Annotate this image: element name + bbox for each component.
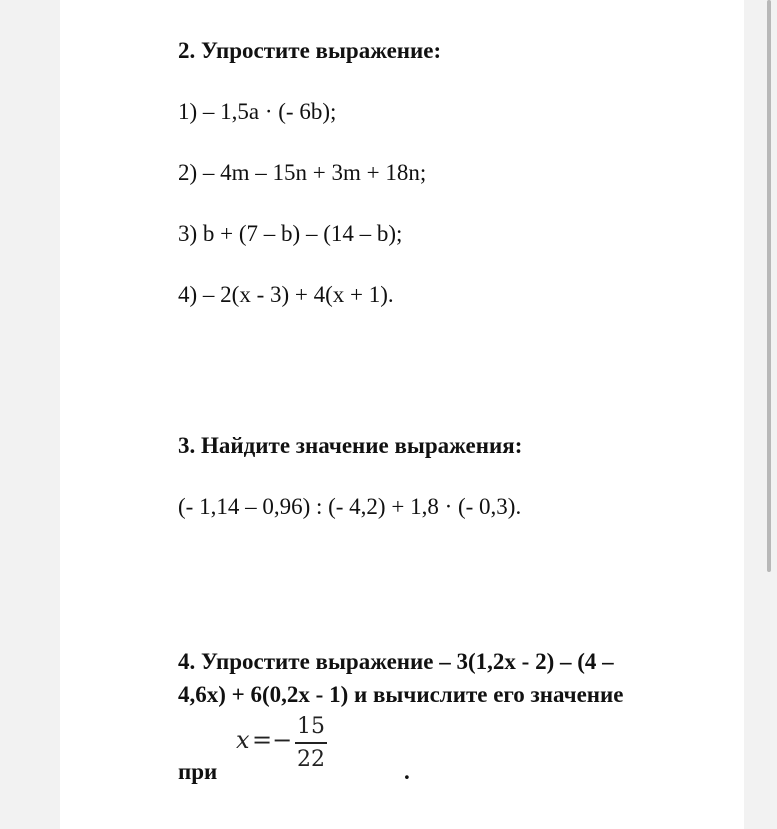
vertical-scrollbar-thumb[interactable]: [767, 0, 771, 572]
formula-fraction: [294, 712, 328, 774]
task2-item-2: 2) – 4m – 15n + 3m + 18n;: [178, 160, 427, 185]
task4-period: .: [404, 759, 410, 784]
formula-equals-minus: =−: [252, 726, 293, 754]
task3-heading: 3. Найдите значение выражения:: [178, 433, 523, 458]
task3-expression: (- 1,14 – 0,96) : (- 4,2) + 1,8 · (- 0,3).: [178, 494, 522, 519]
task4-line-2: 4,6x) + 6(0,2x - 1) и вычислите его значение: [178, 682, 624, 707]
task2-item-4: 4) – 2(x - 3) + 4(x + 1).: [178, 282, 394, 307]
document-page: [60, 0, 744, 829]
fraction-numerator: 15: [297, 714, 325, 739]
fraction-denominator: 22: [297, 747, 325, 772]
formula-variable: x: [236, 726, 250, 754]
task2-heading: 2. Упростите выражение:: [178, 38, 442, 63]
task4-line-1: 4. Упростите выражение – 3(1,2x - 2) – (4 –: [178, 649, 614, 674]
task2-item-3: 3) b + (7 – b) – (14 – b);: [178, 221, 403, 246]
task4-when-label: при: [178, 759, 218, 784]
formula-x-value: [236, 712, 336, 778]
task2-item-1: 1) – 1,5a · (- 6b);: [178, 99, 337, 124]
